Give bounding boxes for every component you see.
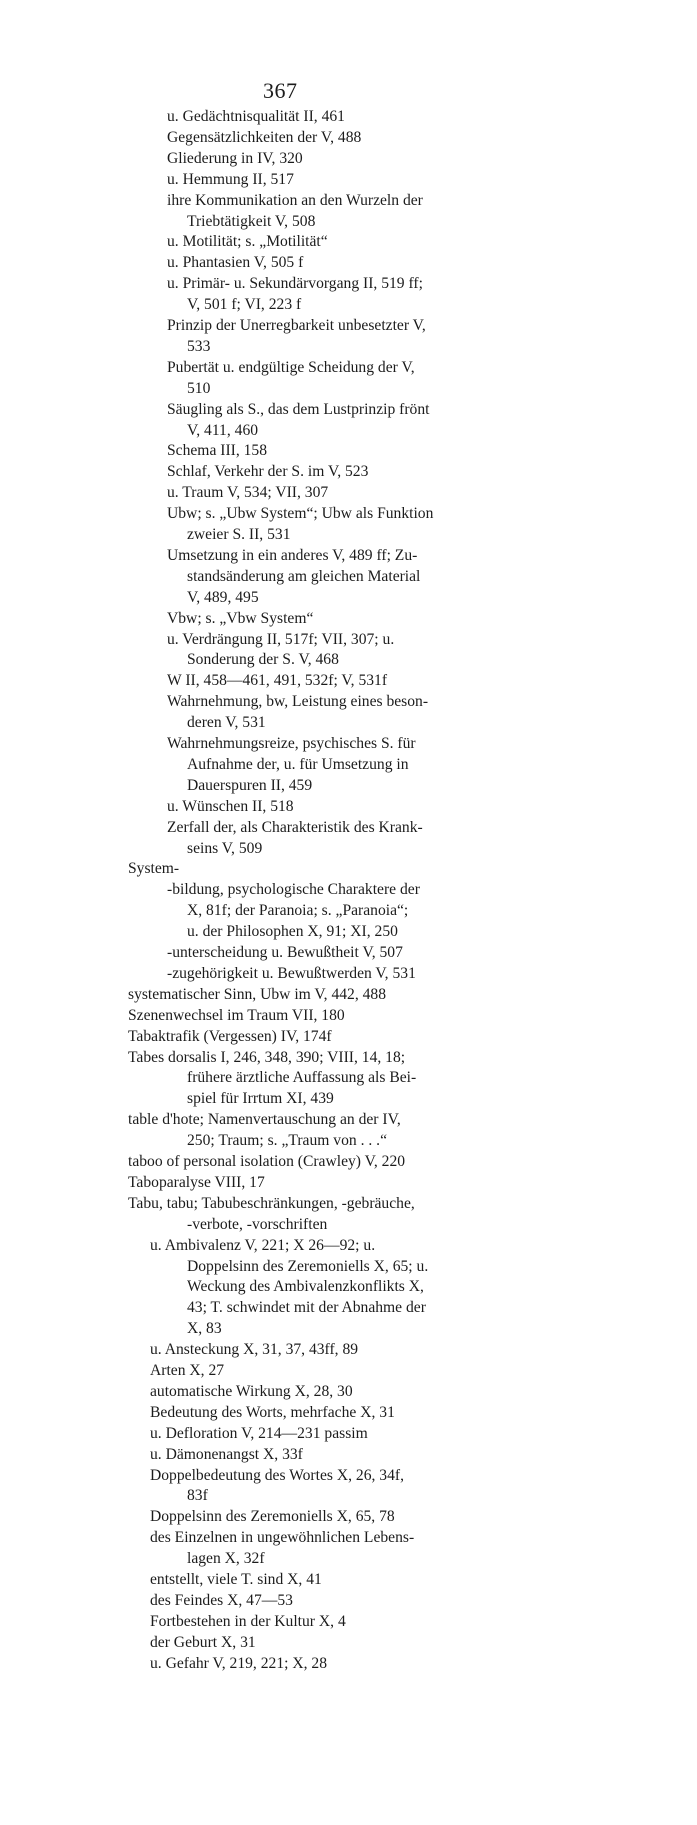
index-line: Doppelsinn des Zeremoniells X, 65; u. — [187, 1257, 429, 1275]
index-line: 510 — [187, 379, 211, 397]
index-line: u. Wünschen II, 518 — [167, 797, 294, 815]
index-line: u. der Philosophen X, 91; XI, 250 — [187, 923, 398, 941]
index-line: u. Traum V, 534; VII, 307 — [167, 484, 329, 502]
index-line: spiel für Irrtum XI, 439 — [187, 1090, 334, 1108]
index-line: X, 83 — [187, 1320, 222, 1338]
index-line: Vbw; s. „Vbw System“ — [167, 609, 314, 627]
index-line: Prinzip der Unerregbarkeit unbesetzter V, — [167, 317, 426, 334]
index-line: ihre Kommunikation an den Wurzeln der — [167, 191, 423, 209]
index-line: des Einzelnen in ungewöhnlichen Lebens- — [150, 1529, 415, 1547]
index-line: u. Ambivalenz V, 221; X 26—92; u. — [150, 1236, 376, 1254]
index-line: Sonderung der S. V, 468 — [187, 651, 339, 669]
index-line: deren V, 531 — [187, 714, 266, 732]
index-line: taboo of personal isolation (Crawley) V, 220 — [128, 1153, 406, 1170]
index-line: -bildung, psychologische Charaktere der — [167, 881, 420, 899]
index-line: Taboparalyse VIII, 17 — [128, 1173, 265, 1191]
index-line: des Feindes X, 47—53 — [150, 1591, 293, 1609]
index-line: V, 411, 460 — [187, 421, 259, 439]
index-line: frühere ärztliche Auffassung als Bei- — [187, 1069, 417, 1087]
index-line: u. Verdrängung II, 517f; VII, 307; u. — [167, 630, 395, 648]
index-line: u. Ansteckung X, 31, 37, 43ff, 89 — [150, 1341, 359, 1359]
index-line: Aufnahme der, u. für Umsetzung in — [187, 755, 409, 773]
index-line: Schlaf, Verkehr der S. im V, 523 — [167, 463, 369, 481]
index-line: u. Phantasien V, 505 f — [167, 254, 304, 272]
index-line: Tabu, tabu; Tabubeschränkungen, -gebräuche, — [128, 1194, 415, 1212]
index-line: V, 489, 495 — [187, 588, 259, 606]
index-line: -unterscheidung u. Bewußtheit V, 507 — [167, 944, 403, 961]
index-line: Triebtätigkeit V, 508 — [187, 212, 316, 230]
index-line: Säugling als S., das dem Lustprinzip frönt — [167, 400, 430, 418]
index-line: Weckung des Ambivalenzkonflikts X, — [187, 1278, 424, 1296]
index-line: seins V, 509 — [187, 839, 263, 857]
index-line: u. Gedächtnisqualität II, 461 — [167, 108, 345, 125]
index-line: -verbote, -vorschriften — [187, 1215, 328, 1233]
index-line: Tabes dorsalis I, 246, 348, 390; VIII, 14, 18; — [128, 1048, 406, 1066]
index-line: Bedeutung des Worts, mehrfache X, 31 — [150, 1403, 395, 1421]
index-line: automatische Wirkung X, 28, 30 — [150, 1382, 353, 1400]
index-line: u. Defloration V, 214—231 passim — [150, 1424, 368, 1442]
index-line: der Geburt X, 31 — [150, 1633, 256, 1651]
index-line: W II, 458—461, 491, 532f; V, 531f — [167, 672, 388, 690]
index-line: standsänderung am gleichen Material — [187, 567, 421, 585]
index-line: systematischer Sinn, Ubw im V, 442, 488 — [128, 985, 387, 1003]
index-line: Tabaktrafik (Vergessen) IV, 174f — [128, 1027, 332, 1045]
index-line: System- — [128, 860, 180, 878]
index-line: -zugehörigkeit u. Bewußtwerden V, 531 — [167, 964, 416, 982]
index-line: u. Motilität; s. „Motilität“ — [167, 233, 328, 251]
index-line: u. Hemmung II, 517 — [167, 170, 294, 188]
index-line: Dauerspuren II, 459 — [187, 776, 313, 794]
index-line: Schema III, 158 — [167, 442, 268, 460]
index-line: zweier S. II, 531 — [187, 526, 291, 543]
index-line: Szenenwechsel im Traum VII, 180 — [128, 1006, 345, 1024]
index-line: u. Primär- u. Sekundärvorgang II, 519 ff; — [167, 275, 423, 293]
index-line: 533 — [187, 337, 211, 355]
index-line: entstellt, viele T. sind X, 41 — [150, 1571, 322, 1588]
index-line: Ubw; s. „Ubw System“; Ubw als Funktion — [167, 505, 434, 523]
index-line: V, 501 f; VI, 223 f — [187, 296, 302, 314]
index-line: u. Gefahr V, 219, 221; X, 28 — [150, 1654, 328, 1672]
index-line: table d'hote; Namenvertauschung an der IV, — [128, 1111, 401, 1129]
index-line: Doppelsinn des Zeremoniells X, 65, 78 — [150, 1508, 395, 1526]
index-line: Gegensätzlichkeiten der V, 488 — [167, 128, 362, 146]
index-line: Umsetzung in ein anderes V, 489 ff; Zu- — [167, 546, 418, 564]
index-line: 83f — [187, 1487, 208, 1505]
index-line: Wahrnehmungsreize, psychisches S. für — [167, 735, 416, 752]
index-line: X, 81f; der Paranoia; s. „Paranoia“; — [187, 902, 409, 920]
index-line: Gliederung in IV, 320 — [167, 149, 303, 167]
index-line: Fortbestehen in der Kultur X, 4 — [150, 1612, 346, 1630]
index-line: lagen X, 32f — [187, 1550, 265, 1568]
page-number: 367 — [263, 78, 298, 103]
index-line: u. Dämonenangst X, 33f — [150, 1445, 303, 1463]
index-line: Pubertät u. endgültige Scheidung der V, — [167, 358, 415, 376]
index-line: 43; T. schwindet mit der Abnahme der — [187, 1299, 426, 1317]
index-line: Doppelbedeutung des Wortes X, 26, 34f, — [150, 1466, 404, 1484]
index-line: Wahrnehmung, bw, Leistung eines beson- — [167, 693, 429, 711]
index-line: Zerfall der, als Charakteristik des Krank- — [167, 818, 423, 836]
index-line: Arten X, 27 — [150, 1362, 225, 1379]
index-line: 250; Traum; s. „Traum von . . .“ — [187, 1132, 387, 1150]
